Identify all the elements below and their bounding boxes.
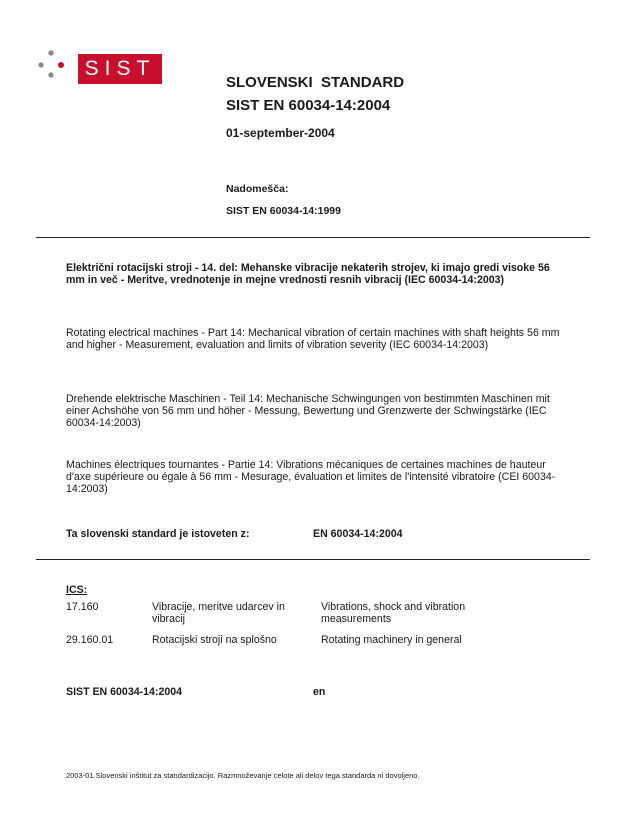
sist-logo: SIST — [78, 54, 162, 84]
replaces-value: SIST EN 60034-14:1999 — [226, 205, 341, 217]
standard-code: SIST EN 60034-14:2004 — [226, 97, 391, 114]
title-french: Machines électriques tournantes - Partie 14: Vibrations mécaniques de certaines machines de hauteur d'axe supérieure ou égale à 56 mm - Mesurage, évaluation et limites de l'intensité vibratoire (CEI 60034-14:2003) — [66, 459, 556, 496]
footer-language: en — [313, 686, 326, 698]
replaces-label: Nadomešča: — [226, 183, 289, 195]
ics-desc-sl: Vibracije, meritve udarcev in vibracij — [152, 601, 285, 626]
ics-desc-en: Vibrations, shock and vibration measurements — [321, 601, 466, 626]
identical-value: EN 60034-14:2004 — [313, 528, 403, 540]
divider-middle — [36, 559, 590, 560]
title-german: Drehende elektrische Maschinen - Teil 14: Mechanische Schwingungen von bestimmten Maschinen mit einer Achshöhe von 56 mm und höher - Messung, Bewertung und Grenzwerte der Schwingstärke (IEC 60034-14:2003) — [66, 393, 550, 430]
ics-code: 29.160.01 — [66, 634, 114, 646]
copyright-notice: 2003-01.Slovenski inštitut za standardizacijo. Razmnoževanje celote ali delov tega standarda ni dovoljeno. — [66, 771, 420, 780]
ics-desc-sl: Rotacijski stroji na splošno — [152, 634, 277, 646]
publication-date: 01-september-2004 — [226, 126, 335, 140]
identical-label: Ta slovenski standard je istoveten z: — [66, 528, 250, 540]
title-slovenian: Električni rotacijski stroji - 14. del: Mehanske vibracije nekaterih strojev, ki imajo gredi visoke 56 mm in več - Meritve, vrednotenje in mejne vrednosti resnih vibracij (IEC 60034-14:2003) — [66, 262, 550, 287]
document-type-title: SLOVENSKI STANDARD — [226, 74, 405, 91]
footer-standard-code: SIST EN 60034-14:2004 — [66, 686, 183, 698]
title-english: Rotating electrical machines - Part 14: Mechanical vibration of certain machines with shaft heights 56 mm and higher - Measurement, evaluation and limits of vibration severity (IEC 60034-14:2003) — [66, 327, 560, 352]
divider-top — [36, 237, 590, 238]
ics-code: 17.160 — [66, 601, 99, 613]
ics-desc-en: Rotating machinery in general — [321, 634, 462, 646]
logo-dots-icon — [36, 49, 76, 79]
ics-label: ICS: — [66, 584, 88, 596]
